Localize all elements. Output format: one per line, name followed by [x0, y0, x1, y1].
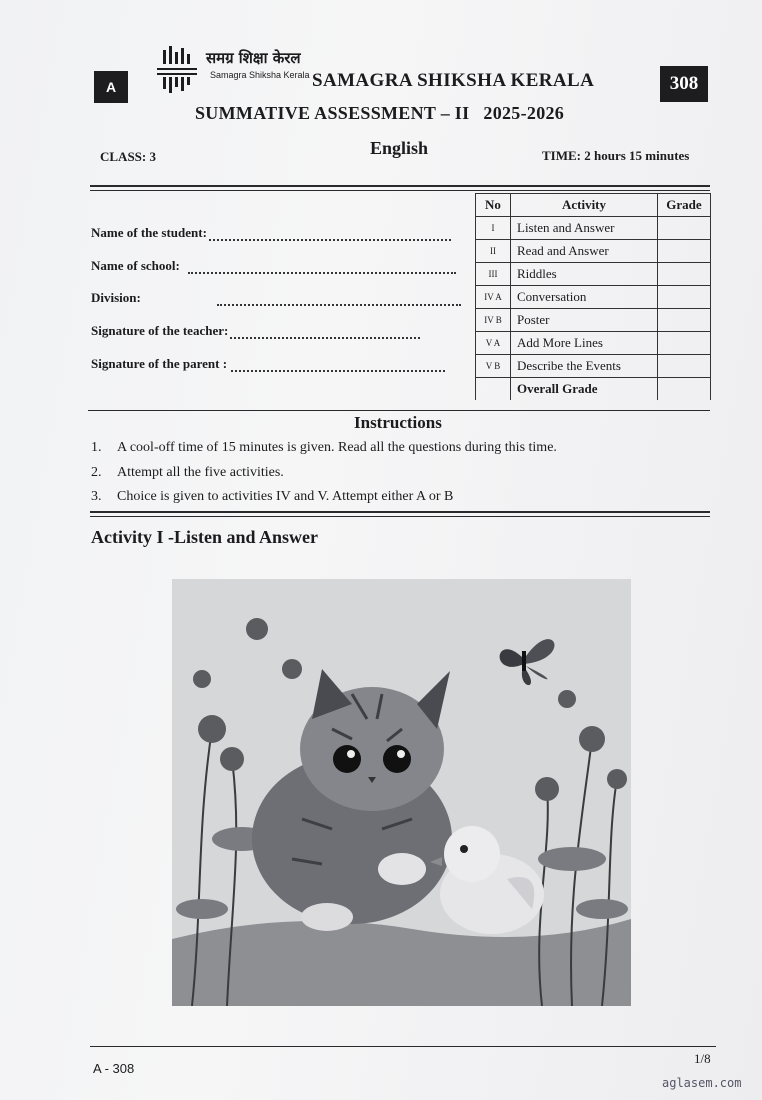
- column-header-no: No: [476, 194, 511, 217]
- instruction-text: Attempt all the five activities.: [117, 465, 284, 480]
- teacher-signature-field[interactable]: [91, 323, 420, 339]
- grade-table: [475, 193, 711, 400]
- activity-number: II: [476, 240, 511, 263]
- instruction-number: 2.: [91, 465, 102, 480]
- grade-cell[interactable]: [658, 332, 711, 355]
- table-row: [476, 240, 711, 263]
- overall-grade-cell[interactable]: [658, 378, 711, 401]
- grade-cell[interactable]: [658, 240, 711, 263]
- exam-title-line: [195, 103, 564, 124]
- instruction-item: [91, 465, 711, 481]
- activity-name: Describe the Events: [511, 355, 658, 378]
- activity-number: III: [476, 263, 511, 286]
- activity-name: Poster: [511, 309, 658, 332]
- instruction-item: [91, 440, 711, 456]
- section-divider: [88, 410, 710, 411]
- table-row: [476, 355, 711, 378]
- table-header-row: [476, 194, 711, 217]
- activity-number: IV A: [476, 286, 511, 309]
- overall-grade-row: [476, 378, 711, 401]
- instructions-title: Instructions: [354, 413, 442, 432]
- field-label: Signature of the teacher:: [91, 323, 229, 338]
- grade-cell[interactable]: [658, 263, 711, 286]
- logo-hindi-text: समग्र शिक्षा केरल: [206, 49, 301, 67]
- organisation-title: SAMAGRA SHIKSHA KERALA: [312, 70, 595, 91]
- overall-blank-cell: [476, 378, 511, 401]
- field-label: Name of the student:: [91, 225, 207, 240]
- fill-in-line[interactable]: [230, 327, 420, 339]
- instructions-divider: [90, 511, 710, 517]
- grade-cell[interactable]: [658, 286, 711, 309]
- exam-title: SUMMATIVE ASSESSMENT – II: [195, 103, 470, 123]
- activity-name: Riddles: [511, 263, 658, 286]
- academic-year: 2025-2026: [483, 103, 565, 123]
- table-row: [476, 263, 711, 286]
- activity-title: Activity I -Listen and Answer: [91, 527, 319, 547]
- instruction-number: 3.: [91, 489, 102, 504]
- field-label: Name of school:: [91, 258, 180, 273]
- kitten-chick-butterfly-illustration-icon: [172, 579, 631, 1006]
- grade-cell[interactable]: [658, 355, 711, 378]
- instruction-number: 1.: [91, 440, 102, 455]
- footer-paper-code: A - 308: [93, 1061, 135, 1076]
- field-label: Division:: [91, 290, 141, 305]
- header-divider: [90, 185, 710, 191]
- activity-name: Add More Lines: [511, 332, 658, 355]
- activity-name: Read and Answer: [511, 240, 658, 263]
- parent-signature-field[interactable]: [91, 356, 445, 372]
- grade-cell[interactable]: [658, 217, 711, 240]
- class-label: CLASS: 3: [100, 149, 156, 164]
- samagra-shiksha-logo-icon: [155, 44, 205, 94]
- page-number: 1/8: [694, 1051, 711, 1066]
- school-name-field[interactable]: [91, 258, 456, 274]
- activity-number: V B: [476, 355, 511, 378]
- field-label: Signature of the parent :: [91, 356, 228, 371]
- activity-number: V A: [476, 332, 511, 355]
- watermark: aglasem.com: [662, 1076, 742, 1090]
- column-header-grade: Grade: [658, 194, 711, 217]
- fill-in-line[interactable]: [217, 294, 461, 306]
- instruction-text: A cool-off time of 15 minutes is given. Read all the questions during this time.: [117, 440, 557, 455]
- grade-cell[interactable]: [658, 309, 711, 332]
- overall-grade-label: Overall Grade: [511, 378, 658, 401]
- instruction-text: Choice is given to activities IV and V. Attempt either A or B: [117, 489, 454, 504]
- table-row: [476, 286, 711, 309]
- time-label: TIME: 2 hours 15 minutes: [542, 148, 690, 163]
- table-row: [476, 309, 711, 332]
- student-name-field[interactable]: [91, 225, 451, 241]
- fill-in-line[interactable]: [231, 360, 445, 372]
- division-field[interactable]: [91, 290, 461, 306]
- instruction-item: [91, 489, 711, 505]
- fill-in-line[interactable]: [188, 262, 456, 274]
- activity-number: I: [476, 217, 511, 240]
- logo-english-text: Samagra Shiksha Kerala: [210, 70, 310, 80]
- activity-name: Listen and Answer: [511, 217, 658, 240]
- table-row: [476, 217, 711, 240]
- fill-in-line[interactable]: [209, 229, 451, 241]
- activity-name: Conversation: [511, 286, 658, 309]
- paper-number-badge: 308: [660, 66, 708, 102]
- set-code-badge: A: [94, 71, 128, 103]
- column-header-activity: Activity: [511, 194, 658, 217]
- subject-title: English: [370, 138, 429, 158]
- table-row: [476, 332, 711, 355]
- footer-divider: [90, 1046, 716, 1047]
- activity-number: IV B: [476, 309, 511, 332]
